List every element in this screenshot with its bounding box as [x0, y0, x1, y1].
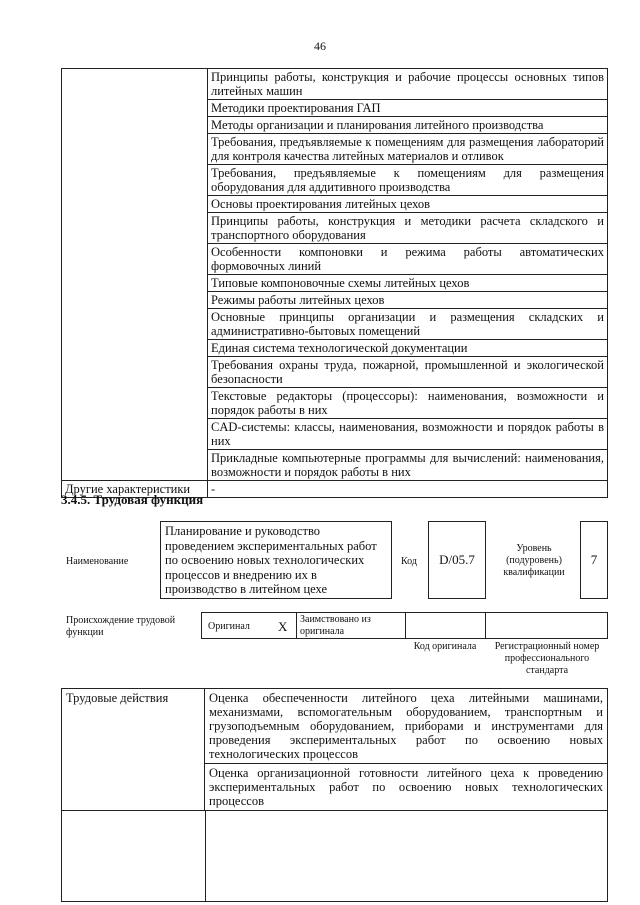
other-characteristics-label: Другие характеристики — [62, 481, 208, 498]
origin-divider — [405, 613, 406, 638]
original-label: Оригинал — [208, 621, 250, 632]
knowledge-item: Требования, предъявляемые к помещениям для размещения лабораторий для контроля качества литейных материалов и отливок — [208, 134, 608, 165]
labor-action-item: Оценка обеспеченности литейного цеха литейными машинами, механизмами, вспомогательным оборудованием, транспортным и грузоподъемным оборудованием, приборами и инструментами для проведения экспериментальных работ по освоению новых технологических процессов — [205, 689, 608, 764]
origin-divider — [296, 613, 297, 638]
knowledge-item: Требования, предъявляемые к помещениям для размещения оборудования для аддитивного производства — [208, 165, 608, 196]
knowledge-item: Принципы работы, конструкция и рабочие процессы основных типов литейных машин — [208, 69, 608, 100]
knowledge-item: Единая система технологической документации — [208, 340, 608, 357]
knowledge-item: Особенности компоновки и режима работы автоматических формовочных линий — [208, 244, 608, 275]
knowledge-item: Основы проектирования литейных цехов — [208, 196, 608, 213]
knowledge-item: Требования охраны труда, пожарной, промышленной и экологической безопасности — [208, 357, 608, 388]
section-title: 3.4.5. Трудовая функция — [61, 492, 204, 507]
knowledge-item: Основные принципы организации и размещения складских и административно-бытовых помещений — [208, 309, 608, 340]
knowledge-item: Текстовые редакторы (процессоры): наименования, возможности и порядок работы в них — [208, 388, 608, 419]
name-label: Наименование — [66, 556, 129, 567]
knowledge-item: Принципы работы, конструкция и методики расчета складского и транспортного оборудования — [208, 213, 608, 244]
knowledge-item: Прикладные компьютерные программы для вычислений: наименования, возможности и порядок работы в них — [208, 450, 608, 481]
column-divider — [205, 810, 206, 902]
labor-action-item: Оценка организационной готовности литейного цеха к проведению экспериментальных работ по освоению новых технологических процессов — [205, 764, 608, 811]
level-label: Уровень (подуровень) квалификации — [503, 543, 565, 578]
original-mark: X — [278, 619, 288, 634]
page-number: 46 — [314, 39, 326, 53]
knowledge-item: CAD-системы: классы, наименования, возможности и порядок работы в них — [208, 419, 608, 450]
knowledge-label-cell — [62, 69, 208, 481]
labor-actions-label: Трудовые действия — [62, 689, 205, 811]
labor-actions-continuation — [61, 810, 608, 902]
borrowed-label: Заимствовано из оригинала — [300, 614, 371, 637]
other-characteristics-value: - — [208, 481, 608, 498]
origin-divider — [485, 613, 486, 638]
reg-number-caption: Регистрационный номер профессионального стандарта — [494, 641, 600, 676]
knowledge-item: Методики проектирования ГАП — [208, 100, 608, 117]
knowledge-item: Методы организации и планирования литейного производства — [208, 117, 608, 134]
knowledge-table — [61, 68, 608, 498]
origin-table — [201, 612, 608, 639]
knowledge-item: Типовые компоновочные схемы литейных цехов — [208, 275, 608, 292]
code-label: Код — [401, 556, 417, 567]
code-original-caption: Код оригинала — [413, 641, 477, 652]
knowledge-item: Режимы работы литейных цехов — [208, 292, 608, 309]
origin-label: Происхождение трудовой функции — [66, 615, 176, 638]
code-box: D/05.7 — [428, 521, 486, 599]
level-box: 7 — [580, 521, 608, 599]
labor-actions-table — [61, 688, 608, 811]
function-name-box: Планирование и руководство проведением экспериментальных работ по освоению новых технологических процессов и внедрению их в производство в литейном цехе — [160, 521, 392, 599]
